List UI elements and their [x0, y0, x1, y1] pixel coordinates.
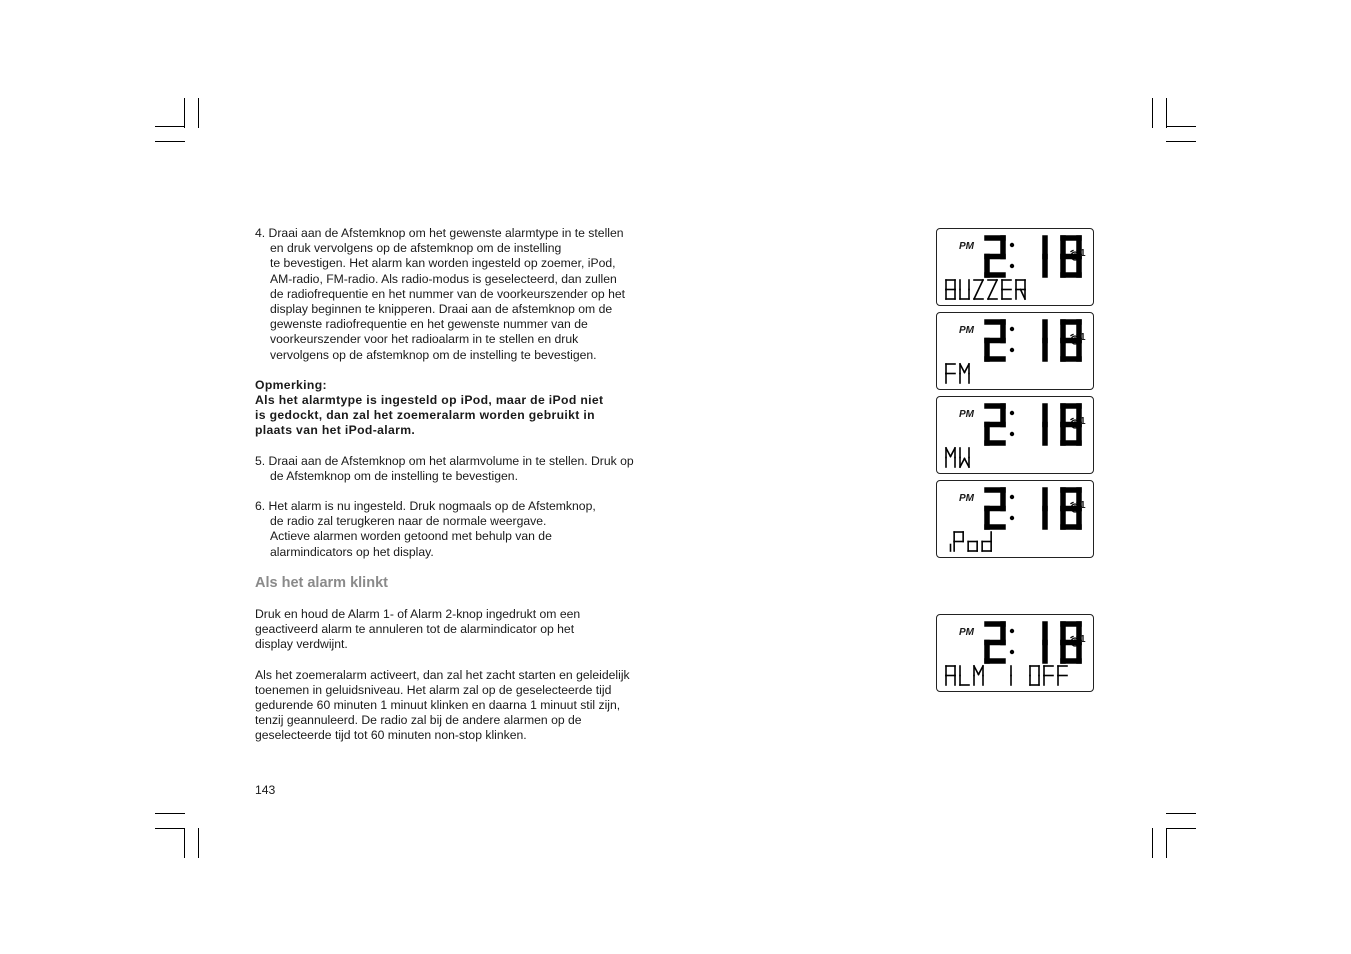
crop-mark: [155, 828, 185, 829]
paragraph-line: Als het zoemeralarm activeert, dan zal het zacht starten en geleidelijk: [255, 667, 630, 682]
mode-char: [960, 280, 969, 299]
step-4: [255, 226, 675, 363]
note-line: Als het alarmtype is ingesteld op iPod, maar de iPod niet: [255, 393, 604, 408]
time-colon: [1010, 516, 1014, 520]
mode-char: [1030, 666, 1039, 685]
step-line: gewenste radiofrequentie en het gewenste nummer van de: [270, 317, 588, 332]
step-line: Actieve alarmen worden getoond met behulp van de: [270, 529, 552, 544]
time-colon: [1010, 411, 1014, 415]
step-line: de radiofrequentie en het nummer van de voorkeurszender op het: [270, 286, 626, 301]
crop-mark: [1166, 98, 1167, 128]
step-line: 4. Draai aan de Afstemknop om het gewenste alarmtype in te stellen: [255, 226, 624, 240]
crop-mark: [184, 828, 185, 858]
mode-char: [974, 666, 983, 685]
pm-indicator: PM: [959, 409, 974, 420]
lcd-display: [936, 396, 1094, 474]
crop-mark: [1166, 828, 1196, 829]
crop-mark: [155, 141, 185, 142]
alarm-number: 1: [1080, 332, 1086, 343]
note: [255, 378, 675, 439]
step-line: display beginnen te knipperen. Draai aan de afstemknop om de: [270, 302, 613, 317]
crop-mark: [184, 98, 185, 128]
alarm-number: 1: [1080, 416, 1086, 427]
mode-char: [1058, 666, 1067, 685]
mode-char: [960, 448, 969, 467]
time-digit: [987, 322, 1003, 359]
crop-mark: [1166, 828, 1167, 858]
step-line: 5. Draai aan de Afstemknop om het alarmvolume in te stellen. Druk op: [255, 453, 634, 468]
time-colon: [1010, 327, 1014, 331]
pm-indicator: PM: [959, 627, 974, 638]
mode-char: [946, 666, 955, 685]
paragraph-line: display verdwijnt.: [255, 637, 348, 652]
page-number: 143: [255, 783, 276, 797]
step-line: alarmindicators op het display.: [270, 544, 434, 559]
alarm-number: 1: [1080, 634, 1086, 645]
crop-mark: [1166, 813, 1196, 814]
mode-char: [1002, 280, 1011, 299]
pm-indicator: PM: [959, 241, 974, 252]
time-colon: [1010, 495, 1014, 499]
step-line: de Afstemknop om de instelling te bevestigen.: [270, 468, 518, 483]
alarm-number: 1: [1080, 248, 1086, 259]
step-line: de radio zal terugkeren naar de normale weergave.: [270, 514, 547, 529]
mode-char: [968, 542, 977, 552]
crop-mark: [155, 126, 185, 127]
time-colon: [1010, 243, 1014, 247]
mode-char: [960, 666, 969, 685]
mode-char: [946, 448, 955, 467]
step-line: voorkeurszender voor het radioalarm in te stellen en druk: [270, 332, 579, 347]
step-5: [255, 454, 675, 484]
step-line: AM-radio, FM-radio. Als radio-modus is geselecteerd, dan zullen: [270, 271, 617, 286]
note-line: plaats van het iPod-alarm.: [255, 423, 416, 438]
pm-indicator: PM: [959, 325, 974, 336]
mode-char: [946, 280, 955, 299]
step-line: en druk vervolgens op de afstemknop om de instelling: [270, 241, 562, 256]
mode-char: [960, 364, 969, 383]
paragraph-line: Druk en houd de Alarm 1- of Alarm 2-knop ingedrukt om een: [255, 607, 581, 622]
step-line: te bevestigen. Het alarm kan worden ingesteld op zoemer, iPod,: [270, 256, 616, 271]
section-heading: Als het alarm klinkt: [255, 574, 388, 591]
time-colon: [1010, 432, 1014, 436]
mode-char: [946, 364, 955, 383]
mode-char: [982, 532, 991, 551]
time-colon: [1010, 264, 1014, 268]
manual-text: [255, 226, 675, 744]
lcd-display: [936, 228, 1094, 306]
step-6: [255, 499, 675, 560]
lcd-display: [936, 614, 1094, 692]
paragraph-line: geselecteerde tijd tot 60 minuten non-stop klinken.: [255, 728, 527, 743]
note-title: Opmerking:: [255, 377, 327, 392]
time-digit: [987, 406, 1003, 443]
mode-char: [1016, 280, 1025, 299]
mode-char: [988, 280, 997, 299]
time-digit: [987, 490, 1003, 527]
paragraph: [255, 668, 675, 744]
paragraph-line: geactiveerd alarm te annuleren tot de alarmindicator op het: [255, 622, 575, 637]
crop-mark: [1166, 141, 1196, 142]
time-colon: [1010, 650, 1014, 654]
crop-mark: [1166, 126, 1196, 127]
time-colon: [1010, 629, 1014, 633]
paragraph: [255, 607, 675, 653]
lcd-display: [936, 480, 1094, 558]
lcd-display: [936, 312, 1094, 390]
step-line: 6. Het alarm is nu ingesteld. Druk nogmaals op de Afstemknop,: [255, 499, 596, 514]
time-colon: [1010, 348, 1014, 352]
mode-char: [974, 280, 983, 299]
pm-indicator: PM: [959, 493, 974, 504]
alarm-number: 1: [1080, 500, 1086, 511]
paragraph-line: gedurende 60 minuten 1 minuut klinken en daarna 1 minuut stil zijn,: [255, 698, 621, 713]
time-digit: [987, 624, 1003, 661]
crop-mark: [1152, 98, 1153, 128]
crop-mark: [198, 98, 199, 128]
note-line: is gedockt, dan zal het zoemeralarm worden gebruikt in: [255, 408, 595, 423]
time-digit: [987, 238, 1003, 275]
crop-mark: [198, 828, 199, 858]
paragraph-line: tenzij geannuleerd. De radio zal bij de andere alarmen op de: [255, 713, 582, 728]
crop-mark: [155, 813, 185, 814]
paragraph-line: toenemen in geluidsniveau. Het alarm zal op de geselecteerde tijd: [255, 682, 612, 697]
crop-mark: [1152, 828, 1153, 858]
step-line: vervolgens op de afstemknop om de instelling te bevestigen.: [270, 347, 597, 362]
mode-char: [1044, 666, 1053, 685]
mode-char: [954, 532, 963, 551]
